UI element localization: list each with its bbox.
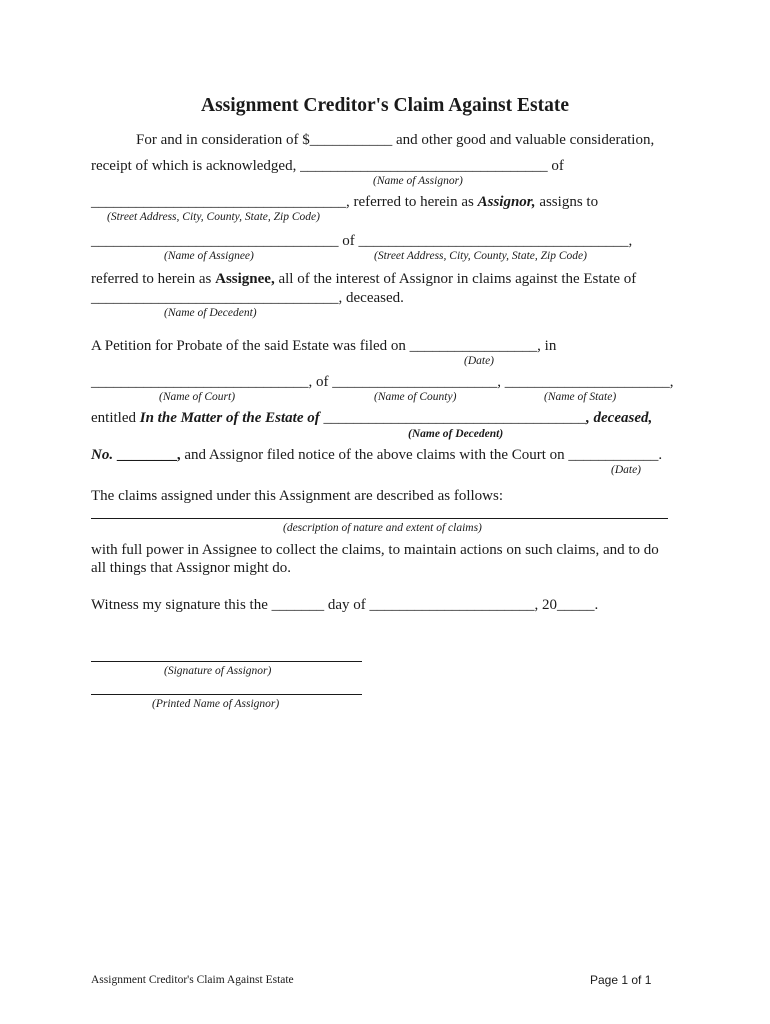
caption-name-of-assignee: (Name of Assignee) (164, 250, 254, 262)
caption-signature-of-assignor: (Signature of Assignor) (164, 665, 272, 677)
caption-printed-name-of-assignor: (Printed Name of Assignor) (152, 698, 280, 710)
assignor-blank: __________________________________ (91, 194, 346, 210)
case-number-line (91, 446, 662, 464)
caption-name-of-decedent: (Name of Decedent) (164, 307, 257, 319)
document-title: Assignment Creditor's Claim Against Estate (201, 95, 569, 116)
caption-name-of-state: (Name of State) (544, 391, 617, 403)
assignee-ref-line (91, 270, 636, 288)
assignee-ref-end: all of the interest of Assignor in claims against the Estate of (274, 271, 637, 287)
decedent-line: _________________________________, deceased. (91, 290, 404, 306)
case-number-end: and Assignor filed notice of the above claims with the Court on ____________. (180, 447, 663, 463)
printed-name-rule (91, 694, 362, 695)
signature-rule (91, 661, 362, 662)
power-line-1: with full power in Assignee to collect the claims, to maintain actions on such claims, and to do (91, 542, 659, 558)
case-number-blank: ________, (113, 447, 181, 463)
power-line-2: all things that Assignor might do. (91, 560, 292, 576)
assignee-term: Assignee, (215, 271, 275, 287)
assignee-line: _________________________________ of ____________________________________, (91, 233, 633, 249)
description-rule (91, 518, 668, 519)
assignor-end-text: assigns to (535, 194, 599, 210)
petition-line: A Petition for Probate of the said Estate was filed on _________________, in (91, 338, 557, 354)
assignor-mid-text: , referred to herein as (346, 194, 478, 210)
claims-intro-line: The claims assigned under this Assignment are described as follows: (91, 488, 503, 504)
court-line: _____________________________, of ______________________, ______________________, (91, 374, 674, 390)
assignor-term: Assignor, (477, 194, 536, 210)
caption-date-1: (Date) (464, 355, 495, 367)
caption-name-of-decedent-2: (Name of Decedent) (408, 428, 504, 440)
caption-address-2: (Street Address, City, County, State, Zip Code) (374, 250, 587, 262)
caption-name-of-court: (Name of Court) (159, 391, 236, 403)
caption-name-of-assignor: (Name of Assignor) (373, 175, 463, 187)
caption-address-1: (Street Address, City, County, State, Zip Code) (107, 211, 320, 223)
estate-matter-start: entitled (91, 410, 140, 426)
caption-date-2: (Date) (611, 464, 642, 476)
assignee-ref-start: referred to herein as (91, 271, 216, 287)
caption-description: (description of nature and extent of claims) (283, 522, 482, 534)
caption-name-of-county: (Name of County) (374, 391, 457, 403)
estate-matter-end: , deceased, (586, 410, 653, 426)
footer-title: Assignment Creditor's Claim Against Estate (91, 974, 294, 986)
estate-matter-title: In the Matter of the Estate of (139, 410, 320, 426)
case-number-label: No. (91, 447, 114, 463)
witness-line: Witness my signature this the _______ day of ______________________, 20_____. (91, 597, 599, 613)
receipt-line: receipt of which is acknowledged, _________________________________ of (91, 158, 564, 174)
footer-page-number: Page 1 of 1 (590, 973, 652, 987)
estate-matter-blank: ___________________________________ (319, 410, 587, 426)
assignor-line (91, 193, 598, 211)
consideration-line: For and in consideration of $___________ and other good and valuable consideration, (136, 132, 655, 148)
estate-matter-line (91, 409, 652, 427)
